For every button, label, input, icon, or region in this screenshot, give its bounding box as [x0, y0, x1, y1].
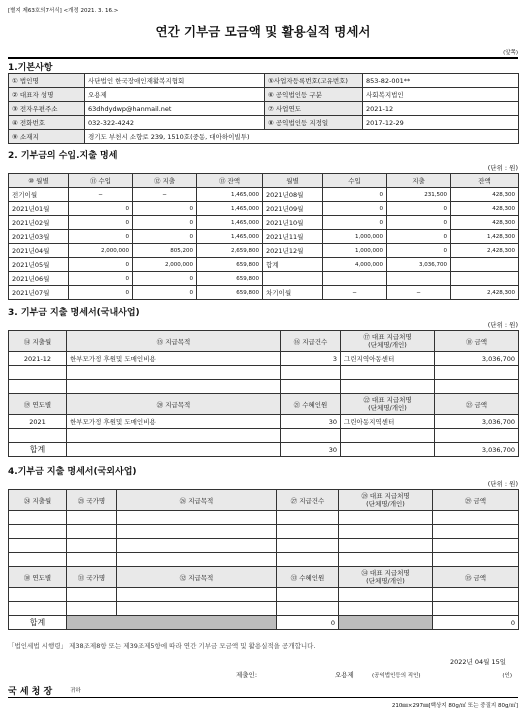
table-row [9, 188, 519, 202]
address-label: ⑨ 소재지 [9, 130, 85, 144]
cell-balance: 1,465,000 [197, 188, 263, 202]
col-recipient-2: ㉒ 대표 지급처명 (단체명/개인) [341, 394, 435, 415]
cell-expense-2: 231,500 [387, 188, 451, 202]
section-1-title: 1.기본사항 [8, 63, 53, 73]
cell-month: 2021년04월 [9, 244, 69, 258]
rep-name-value: 오용제 [85, 88, 265, 102]
rep-name-label: ② 대표자 성명 [9, 88, 85, 102]
section-4-title: 4.기부금 지출 명세서(국외사업) [8, 467, 137, 477]
table-row [9, 88, 519, 102]
section-2-unit: (단위 : 원) [487, 164, 518, 172]
total-shaded [67, 616, 277, 630]
submitter-label: 제출인: [236, 671, 258, 679]
cell-month-2: 차기이월 [263, 286, 323, 300]
cell-income-2: − [323, 286, 387, 300]
cell-month-2: 합계 [263, 258, 323, 272]
phone-label: ④ 전화번호 [9, 116, 85, 130]
col-country: ㉕ 국가명 [67, 490, 117, 511]
table-row [9, 588, 519, 602]
cell-expense: 2,000,000 [133, 258, 197, 272]
cell-month: 2021년03월 [9, 230, 69, 244]
table-row [9, 286, 519, 300]
corp-name-value: 사단법인 한국장애인재활복지협회 [85, 74, 265, 88]
total-row [9, 616, 519, 630]
cell-month-2: 2021년08월 [263, 188, 323, 202]
cell-balance: 1,465,000 [197, 202, 263, 216]
cell-month: 2021년02월 [9, 216, 69, 230]
col-amount: ㉙ 금액 [433, 490, 519, 511]
table-row [9, 130, 519, 144]
submitter-name: 오용제 [335, 671, 354, 679]
cell-income: 2,000,000 [69, 244, 133, 258]
col-recipient-2: ㉞ 대표 지급처명 (단체명/개인) [339, 567, 433, 588]
col-country-2: ㉛ 국가명 [67, 567, 117, 588]
cell-expense-2 [387, 272, 451, 286]
col-income: ⑪ 수입 [69, 174, 133, 188]
cell-year: 2021 [9, 415, 67, 429]
page-title: 연간 기부금 모금액 및 활용실적 명세서 [155, 24, 371, 39]
table-row [9, 380, 519, 394]
cell-income-2: 1,000,000 [323, 244, 387, 258]
cell-recipient: 그린지역아동센터 [341, 352, 435, 366]
cell-month: 2021년07월 [9, 286, 69, 300]
cell-expense-2: 0 [387, 216, 451, 230]
cell-income: 0 [69, 216, 133, 230]
col-count: ⑯ 지급건수 [281, 331, 341, 352]
col-beneficiaries: ㉝ 수혜인원 [277, 567, 339, 588]
cell-income: 0 [69, 230, 133, 244]
cell-income-2: 1,000,000 [323, 230, 387, 244]
table-header-row [9, 567, 519, 588]
cell-month: 2021년01월 [9, 202, 69, 216]
form-id: [별지 제63호의7서식] <개정 2021. 3. 16.> [8, 8, 119, 14]
seal-mark: (인) [502, 673, 512, 679]
col-month: ⑩ 월별 [9, 174, 69, 188]
col-beneficiaries: ㉑ 수혜인원 [281, 394, 341, 415]
col-year: ⑲ 연도별 [9, 394, 67, 415]
domestic-expense-table [8, 330, 519, 457]
top-rule [8, 57, 518, 59]
cell-balance: 659,800 [197, 286, 263, 300]
cell-expense-2: 0 [387, 230, 451, 244]
cell-balance-2: 428,300 [451, 202, 519, 216]
cell-balance: 659,800 [197, 258, 263, 272]
cell-recipient: 그린아동지역센터 [341, 415, 435, 429]
cell-expense: 0 [133, 230, 197, 244]
table-row [9, 202, 519, 216]
col-expense-month: ㉔ 지출월 [9, 490, 67, 511]
cell-month: 전기이월 [9, 188, 69, 202]
table-row [9, 539, 519, 553]
col-count: ㉗ 지급건수 [277, 490, 339, 511]
table-row [9, 272, 519, 286]
cell-balance-2 [451, 272, 519, 286]
col-purpose: ㉖ 지급목적 [117, 490, 277, 511]
cell-month-2: 2021년12월 [263, 244, 323, 258]
table-row [9, 525, 519, 539]
cell-month-2: 2021년10월 [263, 216, 323, 230]
cell-balance-2: 428,300 [451, 216, 519, 230]
table-row [9, 553, 519, 567]
table-row [9, 366, 519, 380]
corp-type-value: 사회복지법인 [363, 88, 519, 102]
cell-income-2: 0 [323, 216, 387, 230]
cell-balance-2: 2,428,300 [451, 286, 519, 300]
table-row [9, 116, 519, 130]
section-2-title: 2. 기부금의 수입.지출 명세 [8, 151, 118, 161]
col-recipient: ⑰ 대표 지급처명 (단체명/개인) [341, 331, 435, 352]
table-row [9, 102, 519, 116]
table-row [9, 258, 519, 272]
cell-income: − [69, 188, 133, 202]
cell-month: 2021년06월 [9, 272, 69, 286]
col-expense-month: ⑭ 지출월 [9, 331, 67, 352]
col-income-2: 수입 [323, 174, 387, 188]
cell-balance-2: 428,300 [451, 188, 519, 202]
col-month-2: 월별 [263, 174, 323, 188]
basic-info-table [8, 73, 519, 144]
table-row [9, 429, 519, 443]
table-row [9, 230, 519, 244]
fiscal-year-value: 2021-12 [363, 102, 519, 116]
cell-balance: 1,465,000 [197, 216, 263, 230]
col-recipient: ㉘ 대표 지급처명 (단체명/개인) [339, 490, 433, 511]
col-purpose: ⑮ 지급목적 [67, 331, 281, 352]
col-year: ㉚ 연도별 [9, 567, 67, 588]
col-amount-2: ㉓ 금액 [435, 394, 519, 415]
designation-date-value: 2017-12-29 [363, 116, 519, 130]
cell-expense: 0 [133, 286, 197, 300]
cell-month-2 [263, 272, 323, 286]
cell-expense: 0 [133, 202, 197, 216]
total-label: 합계 [9, 616, 67, 630]
address-value: 경기도 부천시 소향로 239, 1510호(중동, 대아하이빌투) [85, 130, 519, 144]
total-count: 0 [277, 616, 339, 630]
cell-income: 0 [69, 272, 133, 286]
cell-month-2: 2021년09월 [263, 202, 323, 216]
cell-income: 0 [69, 258, 133, 272]
submitter-note: (공익법인등의 직인) [372, 673, 421, 679]
cell-balance-2: 2,428,300 [451, 244, 519, 258]
cell-balance-2: 1,428,300 [451, 230, 519, 244]
section-3-title: 3. 기부금 지출 명세서(국내사업) [8, 308, 140, 318]
cell-income: 0 [69, 202, 133, 216]
cell-count: 3 [281, 352, 341, 366]
email-label: ③ 전자우편주소 [9, 102, 85, 116]
total-label: 합계 [9, 443, 67, 457]
table-row [9, 74, 519, 88]
cell-expense-2: 3,036,700 [387, 258, 451, 272]
phone-value: 032-322-4242 [85, 116, 265, 130]
table-row [9, 511, 519, 525]
cell-expense: 0 [133, 216, 197, 230]
cell-expense: − [133, 188, 197, 202]
corp-type-label: ⑥ 공익법인등 구분 [265, 88, 363, 102]
submit-date: 2022년 04월 15일 [449, 658, 506, 666]
total-shaded [339, 616, 433, 630]
cell-amount: 3,036,700 [435, 415, 519, 429]
cell-balance-2 [451, 258, 519, 272]
income-expense-table [8, 173, 519, 300]
total-count: 30 [281, 443, 341, 457]
cell-balance: 659,800 [197, 272, 263, 286]
col-balance: ⑬ 잔액 [197, 174, 263, 188]
table-header-row [9, 490, 519, 511]
cell-income: 0 [69, 286, 133, 300]
table-header-row [9, 174, 519, 188]
table-row [9, 244, 519, 258]
col-balance-2: 잔액 [451, 174, 519, 188]
cell-expense-2: 0 [387, 244, 451, 258]
cell-income-2 [323, 272, 387, 286]
designation-date-label: ⑧ 공익법인등 지정일 [265, 116, 363, 130]
cell-amount: 3,036,700 [435, 352, 519, 366]
cell-beneficiaries: 30 [281, 415, 341, 429]
col-purpose-2: ㉜ 지급목적 [117, 567, 277, 588]
col-expense: ⑫ 지출 [133, 174, 197, 188]
table-row [9, 415, 519, 429]
overseas-expense-table [8, 489, 519, 630]
cell-income-2: 4,000,000 [323, 258, 387, 272]
table-header-row [9, 331, 519, 352]
total-amount: 0 [433, 616, 519, 630]
total-row [9, 443, 519, 457]
recipient-suffix: 귀하 [70, 688, 81, 694]
cell-purpose: 한부모가정 후원및 도매인비용 [67, 352, 281, 366]
cell-month-2: 2021년11월 [263, 230, 323, 244]
section-4-unit: (단위 : 원) [487, 480, 518, 488]
cell-month: 2021년05월 [9, 258, 69, 272]
biz-no-label: ⑤사업자등록번호(고유번호) [265, 74, 363, 88]
fiscal-year-label: ⑦ 사업연도 [265, 102, 363, 116]
section-3-unit: (단위 : 원) [487, 321, 518, 329]
table-header-row [9, 394, 519, 415]
col-amount: ⑱ 금액 [435, 331, 519, 352]
cell-income-2: 0 [323, 202, 387, 216]
cell-expense: 805,200 [133, 244, 197, 258]
cell-expense-2: − [387, 286, 451, 300]
paper-spec: 210㎜×297㎜[백상지 80g/㎡ 또는 중질지 80g/㎡] [391, 703, 518, 709]
table-row [9, 602, 519, 616]
page-side: (앞쪽) [503, 50, 518, 56]
total-amount: 3,036,700 [435, 443, 519, 457]
table-row [9, 352, 519, 366]
cell-balance: 1,465,000 [197, 230, 263, 244]
corp-name-label: ① 법인명 [9, 74, 85, 88]
cell-expense: 0 [133, 272, 197, 286]
biz-no-value: 853-82-001** [363, 74, 519, 88]
cell-balance: 2,659,800 [197, 244, 263, 258]
recipient: 국 세 청 장 [8, 687, 53, 697]
bottom-rule [8, 697, 518, 698]
statement-text: 「법인세법 시행령」 제38조제8항 또는 제39조제5항에 따라 연간 기부금 모금액 및 활용실적을 공개합니다. [8, 642, 316, 650]
table-row [9, 216, 519, 230]
cell-income-2: 0 [323, 188, 387, 202]
cell-expense-2: 0 [387, 202, 451, 216]
col-expense-2: 지출 [387, 174, 451, 188]
col-purpose-2: ⑳ 지급목적 [67, 394, 281, 415]
cell-month: 2021-12 [9, 352, 67, 366]
email-value: 63dhdydwp@hanmail.net [85, 102, 265, 116]
col-amount-2: ㉟ 금액 [433, 567, 519, 588]
cell-purpose: 한부모가정 후원및 도매인비용 [67, 415, 281, 429]
